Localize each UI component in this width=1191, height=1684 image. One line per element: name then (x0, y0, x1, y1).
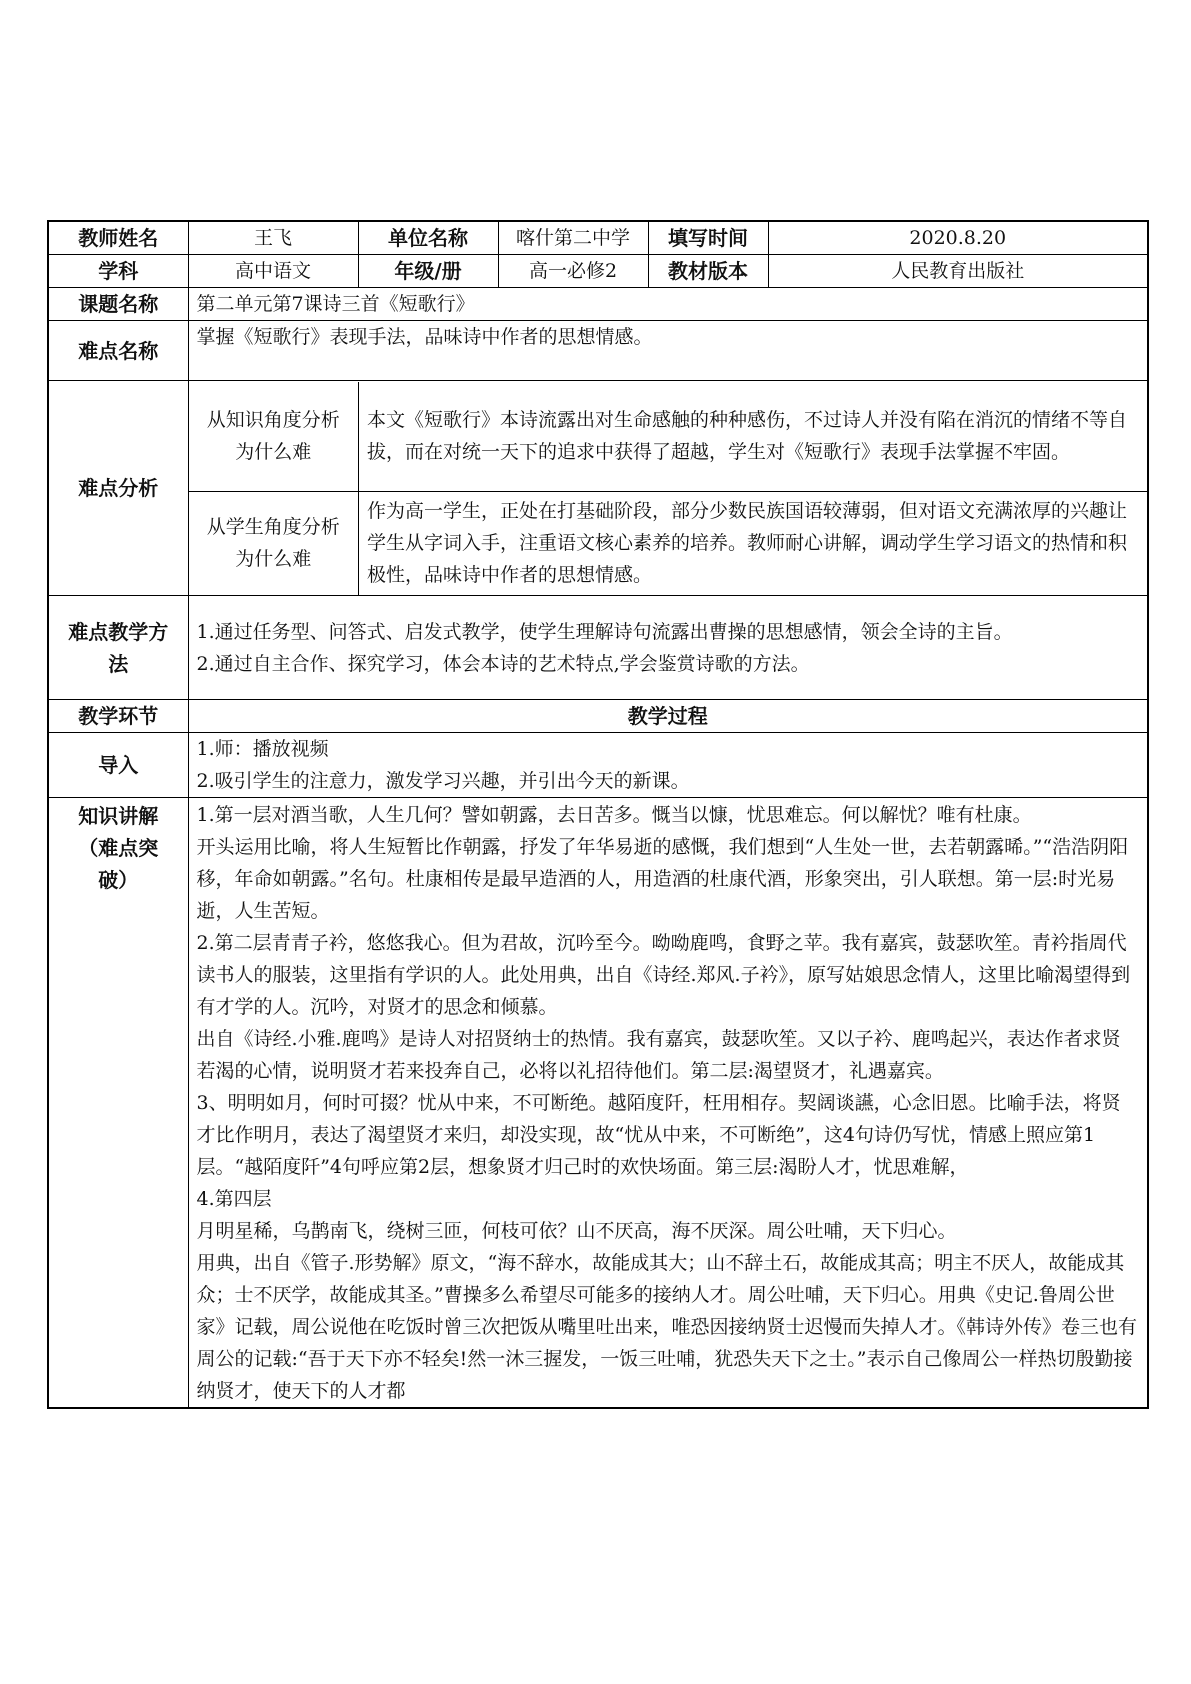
analysis-inner-table (189, 382, 1148, 595)
analysis-label: 难点分析 (48, 381, 188, 596)
method-label: 难点教学方法 (48, 596, 188, 700)
unit-label: 单位名称 (358, 221, 498, 255)
header-row-1 (48, 221, 1148, 255)
grade-label: 年级/册 (358, 255, 498, 288)
knowledge-label: 知识讲解（难点突破） (48, 798, 188, 1409)
intro-cell (188, 733, 1148, 798)
student-angle-text: 作为高一学生，正处在打基础阶段，部分少数民族国语较薄弱，但对语文充满浓厚的兴趣让学生从字词入手，注重语文核心素养的培养。教师耐心讲解，调动学生学习语文的热情和积极性，品味诗中作者的思想情感。 (367, 500, 1128, 587)
knowledge-cell (188, 798, 1148, 1409)
difficulty-label: 难点名称 (48, 321, 188, 381)
method-item: 2.通过自主合作、探究学习，体会本诗的艺术特点,学会鉴赏诗歌的方法。 (196, 652, 810, 675)
header-row-2 (48, 255, 1148, 288)
knowledge-paragraph: 出自《诗经.小雅.鹿鸣》是诗人对招贤纳士的热情。我有嘉宾，鼓瑟吹笙。又以子衿、鹿鸣起兴，表达作者求贤若渴的心情，说明贤才若来投奔自己，必将以礼招待他们。第二层:渴望贤才，礼遇嘉宾。 (196, 1028, 1121, 1082)
student-angle-label: 从学生角度分析为什么难 (189, 492, 359, 595)
intro-item: 2.吸引学生的注意力，激发学习兴趣，并引出今天的新课。 (196, 770, 690, 792)
edition-value: 人民教育出版社 (768, 255, 1148, 288)
topic-value: 第二单元第7课诗三首《短歌行》 (188, 288, 1148, 321)
teacher-value: 王飞 (188, 221, 358, 255)
difficulty-value: 掌握《短歌行》表现手法，品味诗中作者的思想情感。 (188, 321, 1148, 381)
knowledge-analysis-row (189, 382, 1148, 492)
teacher-label: 教师姓名 (48, 221, 188, 255)
subject-value: 高中语文 (188, 255, 358, 288)
knowledge-angle-label: 从知识角度分析为什么难 (189, 382, 359, 492)
method-row (48, 596, 1148, 700)
knowledge-paragraph: 4.第四层 (196, 1188, 272, 1210)
stage-header: 教学环节 (48, 700, 188, 733)
topic-row (48, 288, 1148, 321)
intro-label: 导入 (48, 733, 188, 798)
intro-item: 1.师：播放视频 (196, 738, 329, 760)
process-header-row (48, 700, 1148, 733)
knowledge-paragraph: 3、明明如月，何时可掇？忧从中来，不可断绝。越陌度阡，枉用相存。契阔谈讌，心念旧恩。比喻手法，将贤才比作明月，表达了渴望贤才来归，却没实现，故“忧从中来，不可断绝”，这4句诗仍写忧，情感上照应第1层。“越陌度阡”4句呼应第2层，想象贤才归己时的欢快场面。第三层:渴盼人才，忧思难解， (196, 1092, 1121, 1178)
grade-value: 高一必修2 (498, 255, 648, 288)
topic-label: 课题名称 (48, 288, 188, 321)
unit-value: 喀什第二中学 (498, 221, 648, 255)
knowledge-paragraph: 月明星稀，乌鹊南飞，绕树三匝，何枝可依？山不厌高，海不厌深。周公吐哺，天下归心。 (196, 1220, 957, 1242)
knowledge-row (48, 798, 1148, 1409)
lesson-plan-page (47, 220, 1147, 1409)
student-analysis-row (189, 492, 1148, 595)
knowledge-angle-text: 本文《短歌行》本诗流露出对生命感触的种种感伤，不过诗人并没有陷在消沉的情绪不等自拔，而在对统一天下的追求中获得了超越，学生对《短歌行》表现手法掌握不牢固。 (359, 382, 1148, 492)
process-header: 教学过程 (188, 700, 1148, 733)
knowledge-paragraph: 1.第一层对酒当歌，人生几何？譬如朝露，去日苦多。慨当以慷，忧思难忘。何以解忧？唯有杜康。 (196, 804, 1032, 826)
knowledge-paragraph: 开头运用比喻，将人生短暂比作朝露，抒发了年华易逝的感慨，我们想到“人生处一世，去若朝露晞。”“浩浩阴阳移，年命如朝露。”名句。杜康相传是最早造酒的人，用造酒的杜康代酒，形象突出，引人联想。第一层:时光易逝，人生苦短。 (196, 836, 1129, 922)
difficulty-row (48, 321, 1148, 381)
knowledge-paragraph: 用典，出自《管子.形势解》原文，“海不辞水，故能成其大；山不辞土石，故能成其高；明主不厌人，故能成其众；士不厌学，故能成其圣。”曹操多么希望尽可能多的接纳人才。周公吐哺，天下归心。用典《史记.鲁周公世家》记载，周公说他在吃饭时曾三次把饭从嘴里吐出来，唯恐因接纳贤士迟慢而失掉人才。《韩诗外传》卷三也有周公的记载:“吾于天下亦不轻矣!然一沐三握发，一饭三吐哺，犹恐失天下之士。”表示自己像周公一样热切殷勤接纳贤才，使天下的人才都 (196, 1252, 1138, 1402)
analysis-row (48, 381, 1148, 596)
analysis-cell (188, 381, 1148, 596)
method-cell (188, 596, 1148, 700)
knowledge-paragraph: 2.第二层青青子衿，悠悠我心。但为君故，沉吟至今。呦呦鹿鸣，食野之苹。我有嘉宾，鼓瑟吹笙。青衿指周代读书人的服装，这里指有学识的人。此处用典，出自《诗经.郑风.子衿》，原写姑娘思念情人，这里比喻渴望得到有才学的人。沉吟，对贤才的思念和倾慕。 (196, 932, 1131, 1018)
method-item: 1.通过任务型、问答式、启发式教学，使学生理解诗句流露出曹操的思想感情，领会全诗的主旨。 (196, 620, 1013, 643)
date-label: 填写时间 (648, 221, 768, 255)
edition-label: 教材版本 (648, 255, 768, 288)
lesson-plan-table (47, 220, 1149, 1409)
intro-row (48, 733, 1148, 798)
date-value: 2020.8.20 (768, 221, 1148, 255)
subject-label: 学科 (48, 255, 188, 288)
